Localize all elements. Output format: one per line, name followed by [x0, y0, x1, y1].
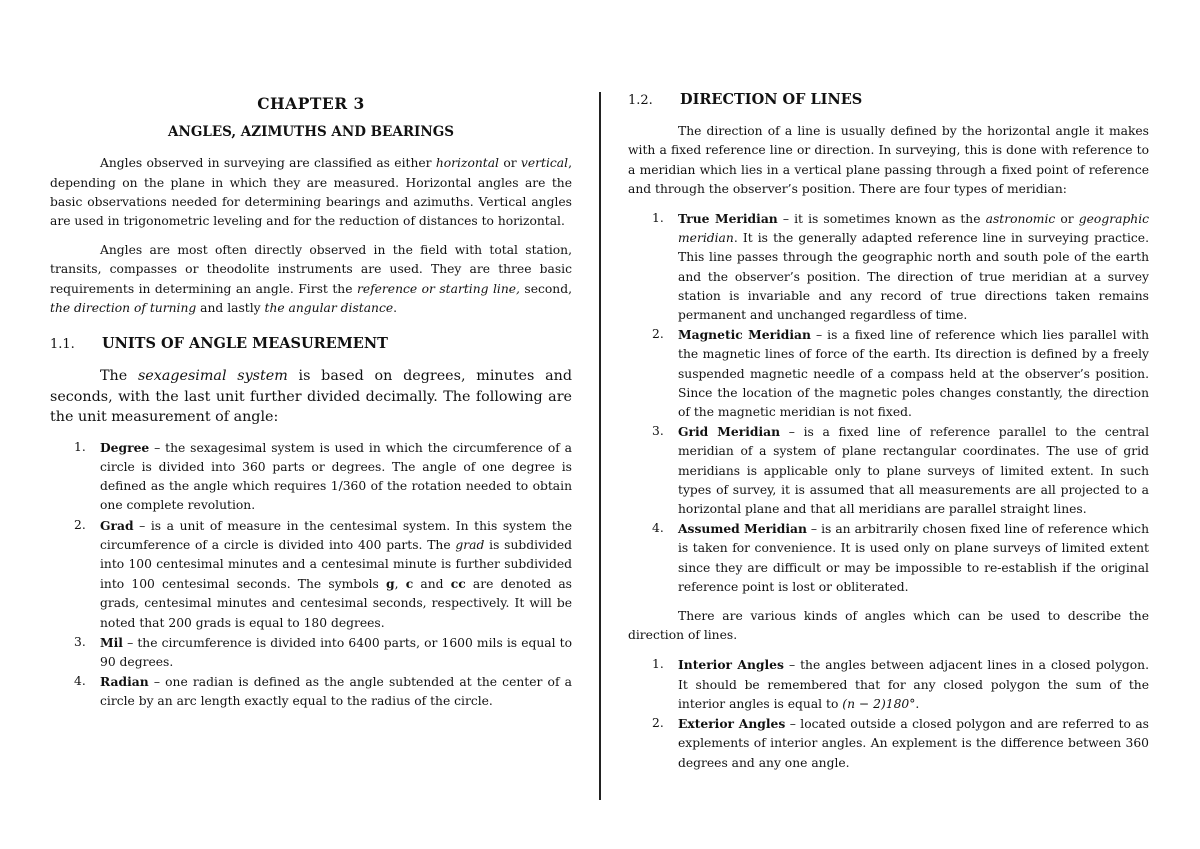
emph-sexagesimal: sexagesimal system: [137, 368, 288, 385]
section-number: 1.2.: [628, 93, 653, 108]
item-text: – the circumference is divided into 6400 parts, or 1600 mils is equal to 90 degrees.: [100, 635, 572, 669]
text: second,: [519, 281, 572, 296]
emph-astronomic: astronomic: [985, 212, 1056, 227]
item-term: Radian: [100, 674, 149, 690]
item-number: 2.: [652, 327, 664, 342]
item-number: 2.: [652, 716, 664, 731]
text: and lastly: [196, 300, 265, 315]
list-item: [50, 672, 572, 711]
item-text: – it is sometimes known as the: [777, 212, 986, 227]
emph-horizontal: horizontal: [435, 156, 499, 171]
item-text: – is a unit of measure in the centesimal system. In this system the circumference of a circle is divided into 400 parts. The: [100, 518, 572, 552]
list-item: [628, 422, 1149, 519]
list-item: [628, 714, 1149, 773]
item-term: Exterior Angles: [678, 716, 786, 732]
section-heading-1-2: [628, 90, 1149, 110]
item-text: . It is the generally adapted reference line in surveying practice. This line passes through the geographic north and south pole of the earth and the observer’s position. The direction of true meridian at a survey station is invariable and any record of true directions taken remains permanent and unchanged regardless of time.: [678, 231, 1149, 323]
item-term: Interior Angles: [678, 657, 784, 673]
item-text: are denoted as grads, centesimal minutes and centesimal seconds, respectively. It will be noted that 200 grads is equal to 180 degrees.: [100, 577, 572, 630]
section-heading-1-1: [50, 334, 572, 354]
list-item: [628, 519, 1149, 597]
angles-paragraph: There are various kinds of angles which can be used to describe the direction of lines.: [628, 609, 1149, 643]
list-item: [50, 438, 572, 516]
item-text: – the angles between adjacent lines in a closed polygon. It should be remembered that for any closed polygon the sum of the interior angles is equal to: [678, 658, 1149, 711]
item-term: Magnetic Meridian: [678, 327, 811, 343]
angles-list: [628, 655, 1149, 772]
section-title: UNITS OF ANGLE MEASUREMENT: [102, 335, 388, 353]
intro-paragraph-2: [50, 241, 572, 318]
item-text: – located outside a closed polygon and are referred to as explements of interior angles. An explement is the difference between 360 degrees and any one angle.: [678, 717, 1149, 770]
section-number: 1.1.: [50, 337, 75, 353]
text: Angles observed in surveying are classified as either: [100, 156, 436, 171]
chapter-heading: CHAPTER 3: [257, 94, 365, 113]
item-term: Mil: [100, 634, 123, 650]
item-text: – is a fixed line of reference which lies parallel with the magnetic lines of force of the earth. Its direction is defined by a freely suspended magnetic needle of a compass held at the observer’s position. Since the location of the magnetic poles changes constantly, the direction of the magnetic meridian is not fixed.: [678, 328, 1149, 420]
formula: (n − 2)180°: [842, 696, 916, 711]
text: or: [1055, 212, 1079, 227]
units-list: [50, 438, 572, 712]
text: Angles are most often directly observed in the field with total station, transits, compasses or theodolite instruments are used. They are three basic requirements in determining an angle. First the: [50, 243, 572, 296]
emph-geographic: geographic meridian: [678, 212, 1150, 246]
text: and: [413, 577, 451, 592]
intro-paragraph-1: [50, 154, 572, 231]
emph-direction: the direction of turning: [50, 300, 197, 315]
list-item: [628, 209, 1149, 325]
symbol-cc: cc: [450, 576, 466, 592]
left-column: [50, 86, 572, 712]
item-term: Grad: [100, 517, 134, 533]
text: is based on degrees, minutes and seconds, with the last unit further divided decimally. The following are the unit measurement of angle:: [50, 368, 572, 426]
item-text: – the sexagesimal system is used in which the circumference of a circle is divided into 360 parts or degrees. The angle of one degree is defined as the angle which requires 1/360 of the rotation needed to obtain one complete revolution.: [100, 440, 572, 513]
chapter-subtitle: ANGLES, AZIMUTHS AND BEARINGS: [168, 124, 454, 141]
item-number: 3.: [74, 634, 86, 649]
text: ,: [394, 577, 406, 592]
right-column: [628, 86, 1149, 773]
item-text: – is an arbitrarily chosen fixed line of reference which is taken for convenience. It is used only on plane surveys of limited extent since they are difficult or may be impossible to re-establish if the original reference point is lost or obliterated.: [678, 522, 1149, 594]
item-text: is subdivided into 100 centesimal minutes and a centesimal minute is further subdivided into 100 centesimal seconds. The symbols: [100, 537, 572, 592]
units-paragraph: [50, 366, 572, 428]
column-divider: [599, 92, 601, 800]
section-title: DIRECTION OF LINES: [680, 91, 863, 108]
item-term: True Meridian: [678, 211, 778, 227]
symbol-c: c: [405, 576, 414, 592]
item-number: 2.: [74, 517, 86, 532]
item-number: 3.: [652, 424, 664, 439]
text: .: [393, 300, 398, 315]
list-item: [628, 655, 1149, 714]
item-number: 1.: [652, 657, 664, 672]
item-term: Assumed Meridian: [678, 521, 807, 537]
item-term: Grid Meridian: [678, 424, 781, 440]
item-number: 1.: [652, 211, 664, 226]
text: , depending on the plane in which they are measured. Horizontal angles are the basic observations needed for determining bearings and azimuths. Vertical angles are used in trigonometric leveling and for the reduction of distances to horizontal.: [50, 156, 572, 229]
item-number: 1.: [74, 439, 86, 454]
direction-paragraph: The direction of a line is usually defined by the horizontal angle it makes with a fixed reference line or direction. In surveying, this is done with reference to a meridian which lies in a vertical plane passing through a fixed point of reference and through the observer’s position. There are four types of meridian:: [628, 124, 1149, 196]
item-number: 4.: [74, 674, 86, 689]
text: or: [499, 156, 521, 171]
meridian-list: [628, 209, 1149, 597]
symbol-g: g: [386, 576, 395, 592]
emph-angular: the angular distance: [264, 300, 394, 315]
item-text: – is a fixed line of reference parallel to the central meridian of a system of plane rectangular coordinates. The use of grid meridians is applicable only to plane surveys of limited extent. In such types of survey, it is assumed that all measurements are all projected to a horizontal plane and that all meridians are parallel straight lines.: [678, 425, 1150, 517]
list-item: [50, 516, 572, 633]
text: .: [915, 696, 920, 711]
emph-reference: reference or starting line,: [356, 281, 520, 296]
emph-grad: grad: [455, 537, 485, 552]
list-item: [628, 325, 1149, 422]
text: The: [100, 368, 138, 385]
item-number: 4.: [652, 521, 664, 536]
item-term: Degree: [100, 439, 150, 455]
list-item: [50, 633, 572, 672]
item-text: – one radian is defined as the angle subtended at the center of a circle by an arc length exactly equal to the radius of the circle.: [100, 675, 572, 709]
emph-vertical: vertical: [520, 156, 569, 171]
